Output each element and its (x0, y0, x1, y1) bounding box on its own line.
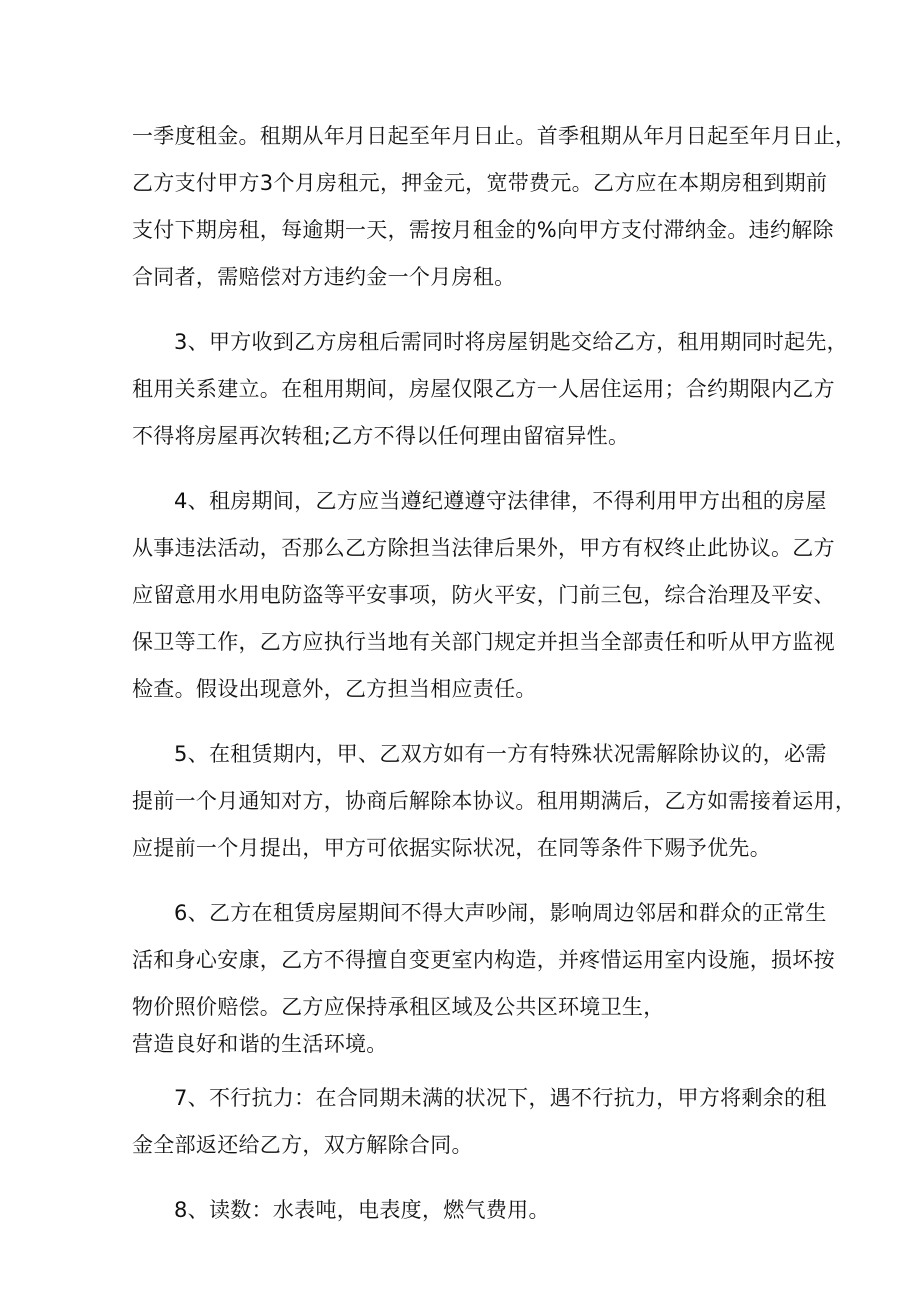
text-line: 不得将房屋再次转租;乙方不得以任何理由留宿异性。 (132, 424, 630, 448)
text-line: 8、读数：水表吨，电表度，燃气费用。 (174, 1198, 550, 1222)
text-line: 活和身心安康，乙方不得擅自变更室内构造，并疼惜运用室内设施，损坏按 (132, 948, 835, 972)
text-line: 合同者，需赔偿对方违约金一个月房租。 (132, 265, 516, 289)
paragraph-clause-8 (132, 1187, 792, 1234)
text-line: 提前一个月通知对方，协商后解除本协议。租用期满后，乙方如需接着运用， (132, 789, 857, 813)
text-line: 4、租房期间，乙方应当遵纪遵遵守法律律，不得利用甲方出租的房屋 (174, 489, 827, 513)
text-line: 检查。假设出现意外，乙方担当相应责任。 (132, 677, 537, 701)
paragraph-clause-5 (132, 731, 857, 872)
text-line: 保卫等工作，乙方应执行当地有关部门规定并担当全部责任和听从甲方监视 (132, 630, 835, 654)
text-line: 7、不行抗力：在合同期未满的状况下，遇不行抗力，甲方将剩余的租 (174, 1086, 827, 1110)
text-line: 3、甲方收到乙方房租后需同时将房屋钥匙交给乙方，租用期同时起先， (174, 330, 848, 354)
text-line: 营造良好和谐的生活环境。 (132, 1032, 388, 1056)
text-line: 金全部返还给乙方，双方解除合同。 (132, 1133, 473, 1157)
text-line: 6、乙方在租赁房屋期间不得大声吵闹，影响周边邻居和群众的正常生 (174, 901, 827, 925)
paragraph-clause-7 (132, 1075, 827, 1169)
text-line: 应留意用水用电防盗等平安事项，防火平安，门前三包，综合治理及平安、 (132, 583, 835, 607)
text-line: 5、在租赁期内，甲、乙双方如有一方有特殊状况需解除协议的，必需 (174, 742, 827, 766)
paragraph-rent-payment (132, 113, 857, 301)
paragraph-clause-4 (132, 478, 835, 713)
text-line: 物价照价赔偿。乙方应保持承租区域及公共区环境卫生， (132, 995, 665, 1019)
paragraph-clause-6 (132, 890, 835, 1057)
text-line: 乙方支付甲方3个月房租元，押金元，宽带费元。乙方应在本期房租到期前 (132, 171, 828, 195)
text-line: 应提前一个月提出，甲方可依据实际状况，在同等条件下赐予优先。 (132, 836, 771, 860)
paragraph-clause-3 (132, 319, 848, 460)
text-line: 一季度租金。租期从年月日起至年月日止。首季租期从年月日起至年月日止， (132, 124, 857, 148)
text-line: 租用关系建立。在租用期间，房屋仅限乙方一人居住运用；合约期限内乙方 (132, 377, 835, 401)
text-line: 支付下期房租，每逾期一天，需按月租金的%向甲方支付滞纳金。违约解除 (132, 218, 834, 242)
document-body (132, 113, 857, 1234)
text-line: 从事违法活动，否那么乙方除担当法律后果外，甲方有权终止此协议。乙方 (132, 536, 835, 560)
